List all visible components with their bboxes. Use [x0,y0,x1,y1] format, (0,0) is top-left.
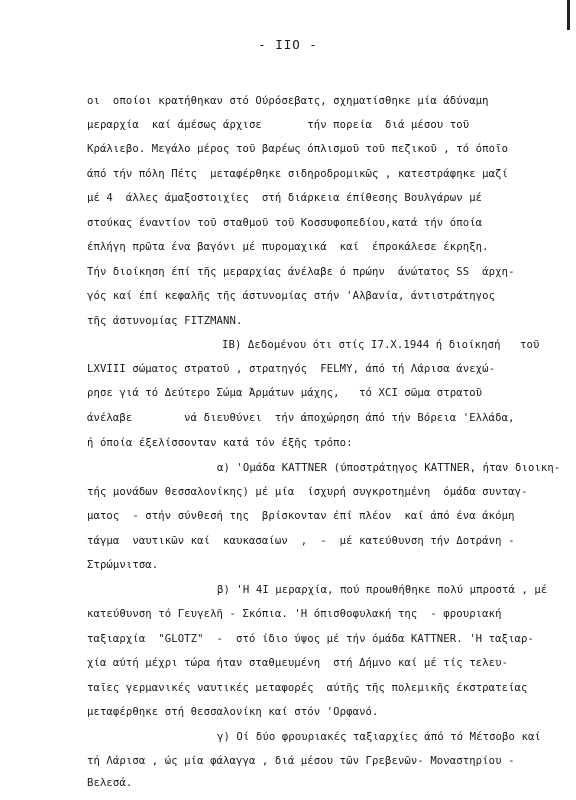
text-line: Στρώμνιτσα. [87,559,159,571]
text-line: α) 'Ομάδα KATTNER (ύποστράτηγος KATTNER, ήταν διοικη- [217,462,561,474]
text-line: οι οποίοι κρατήθηκαν στό Ούρόσεβατς, σχηματίσθηκε μία άδύναμη [87,95,489,107]
text-line: ταξιαρχία "GLOTZ" - στό ίδιο ύψος μέ τήν όμάδα KATTNER. 'Η ταξιαρ- [87,633,534,645]
text-line: άπό τήν πόλη Πέτς μεταφέρθηκε σιδηροδρομικῶς , κατεστράφηκε μαζί [87,168,509,180]
text-line: μέ 4 άλλες άμαξοστοιχίες στή διάρκεια έπίθεσης Βουλγάρων μέ [87,192,483,204]
text-line: ταῖες γερμανικές ναυτικές μεταφορές αύτῆς τῆς πολεμικῆς έκστρατείας [87,682,528,694]
text-line: άνέλαβε νά διευθύνει τήν άποχώρηση άπό τήν Βόρεια 'Ελλάδα, [87,412,515,424]
text-line: γός καί έπί κεφαλῆς τῆς άστυνομίας στήν 'Αλβανία, άντιστράτηγος [87,290,496,302]
text-line: τή Λάρισα , ώς μία φάλαγγα , διά μέσου τῶν Γρεβενῶν- Μοναστηρίου - [87,755,515,767]
text-line: τάγμα ναυτικῶν καί καυκασαίων , - μέ κατεύθυνση τήν Δοτράνη - [87,535,515,547]
text-line: μεταφέρθηκε στή θεσσαλονίκη καί στόν 'Ορφανό. [87,706,379,718]
text-line: Τήν διοίκηση έπί τῆς μεραρχίας άνέλαβε ό πρώην άνώτατος SS άρχη- [87,266,515,278]
text-line: έπλήγη πρῶτα ένα βαγόνι μέ πυρομαχικά καί έπροκάλεσε έκρηξη. [87,241,489,253]
text-line: γ) Οί δύο φρουριακές ταξιαρχίες άπό τό Μέτσοβο καί [217,731,541,743]
text-line: κατεύθυνση τό Γευγελῆ - Σκόπια. 'Η όπισθοφυλακή της - φρουριακή [87,608,502,620]
text-line: β) 'Η 4I μεραρχία, πού προωθήθηκε πολύ μπροστά , μέ [217,584,548,596]
text-line: μεραρχία καί άμέσως άρχισε τήν πορεία διά μέσου τοῦ [87,119,470,131]
page-number: - IIO - [258,37,318,52]
text-line: IB) Δεδομένου ότι στίς I7.X.1944 ή διοίκησή τοῦ [222,339,540,351]
edge-mark [567,0,570,30]
text-line: Κράλιεβο. Μεγάλο μέρος τοῦ βαρέως όπλισμοῦ τοῦ πεζικοῦ , τό όποῖο [87,143,509,155]
text-line: ή όποία έξελίσσονταν κατά τόν έξῆς τρόπο: [87,437,353,449]
text-line: τής μονάδων θεσσαλονίκης) μέ μία ίσχυρή συγκροτημένη όμάδα συνταγ- [87,486,528,498]
text-line: χία αύτή μέχρι τώρα ήταν σταθμευμένη στή Δήμνο καί μέ τίς τελευ- [87,657,509,669]
text-line: στούκας έναντίον τοῦ σταθμοῦ τοῦ Κοσσυφοπεδίου,κατά τήν όποία [87,217,483,229]
text-line: LXVIII σώματος στρατοῦ , στρατηγός FELMY, άπό τή Λάρισα άνεχώ- [87,363,496,375]
text-line: Βελεσά. [87,777,133,789]
text-line: ρησε γιά τό Δεύτερο Σώμα Άρμάτων μάχης, τό XCI σῶμα στρατοῦ [87,387,483,399]
text-line: τῆς άστυνομίας FITZMANN. [87,315,243,327]
text-line: ματος - στήν σύνθεσή της βρίσκονταν έπί πλέον καί άπό ένα άκόμη [87,510,515,522]
